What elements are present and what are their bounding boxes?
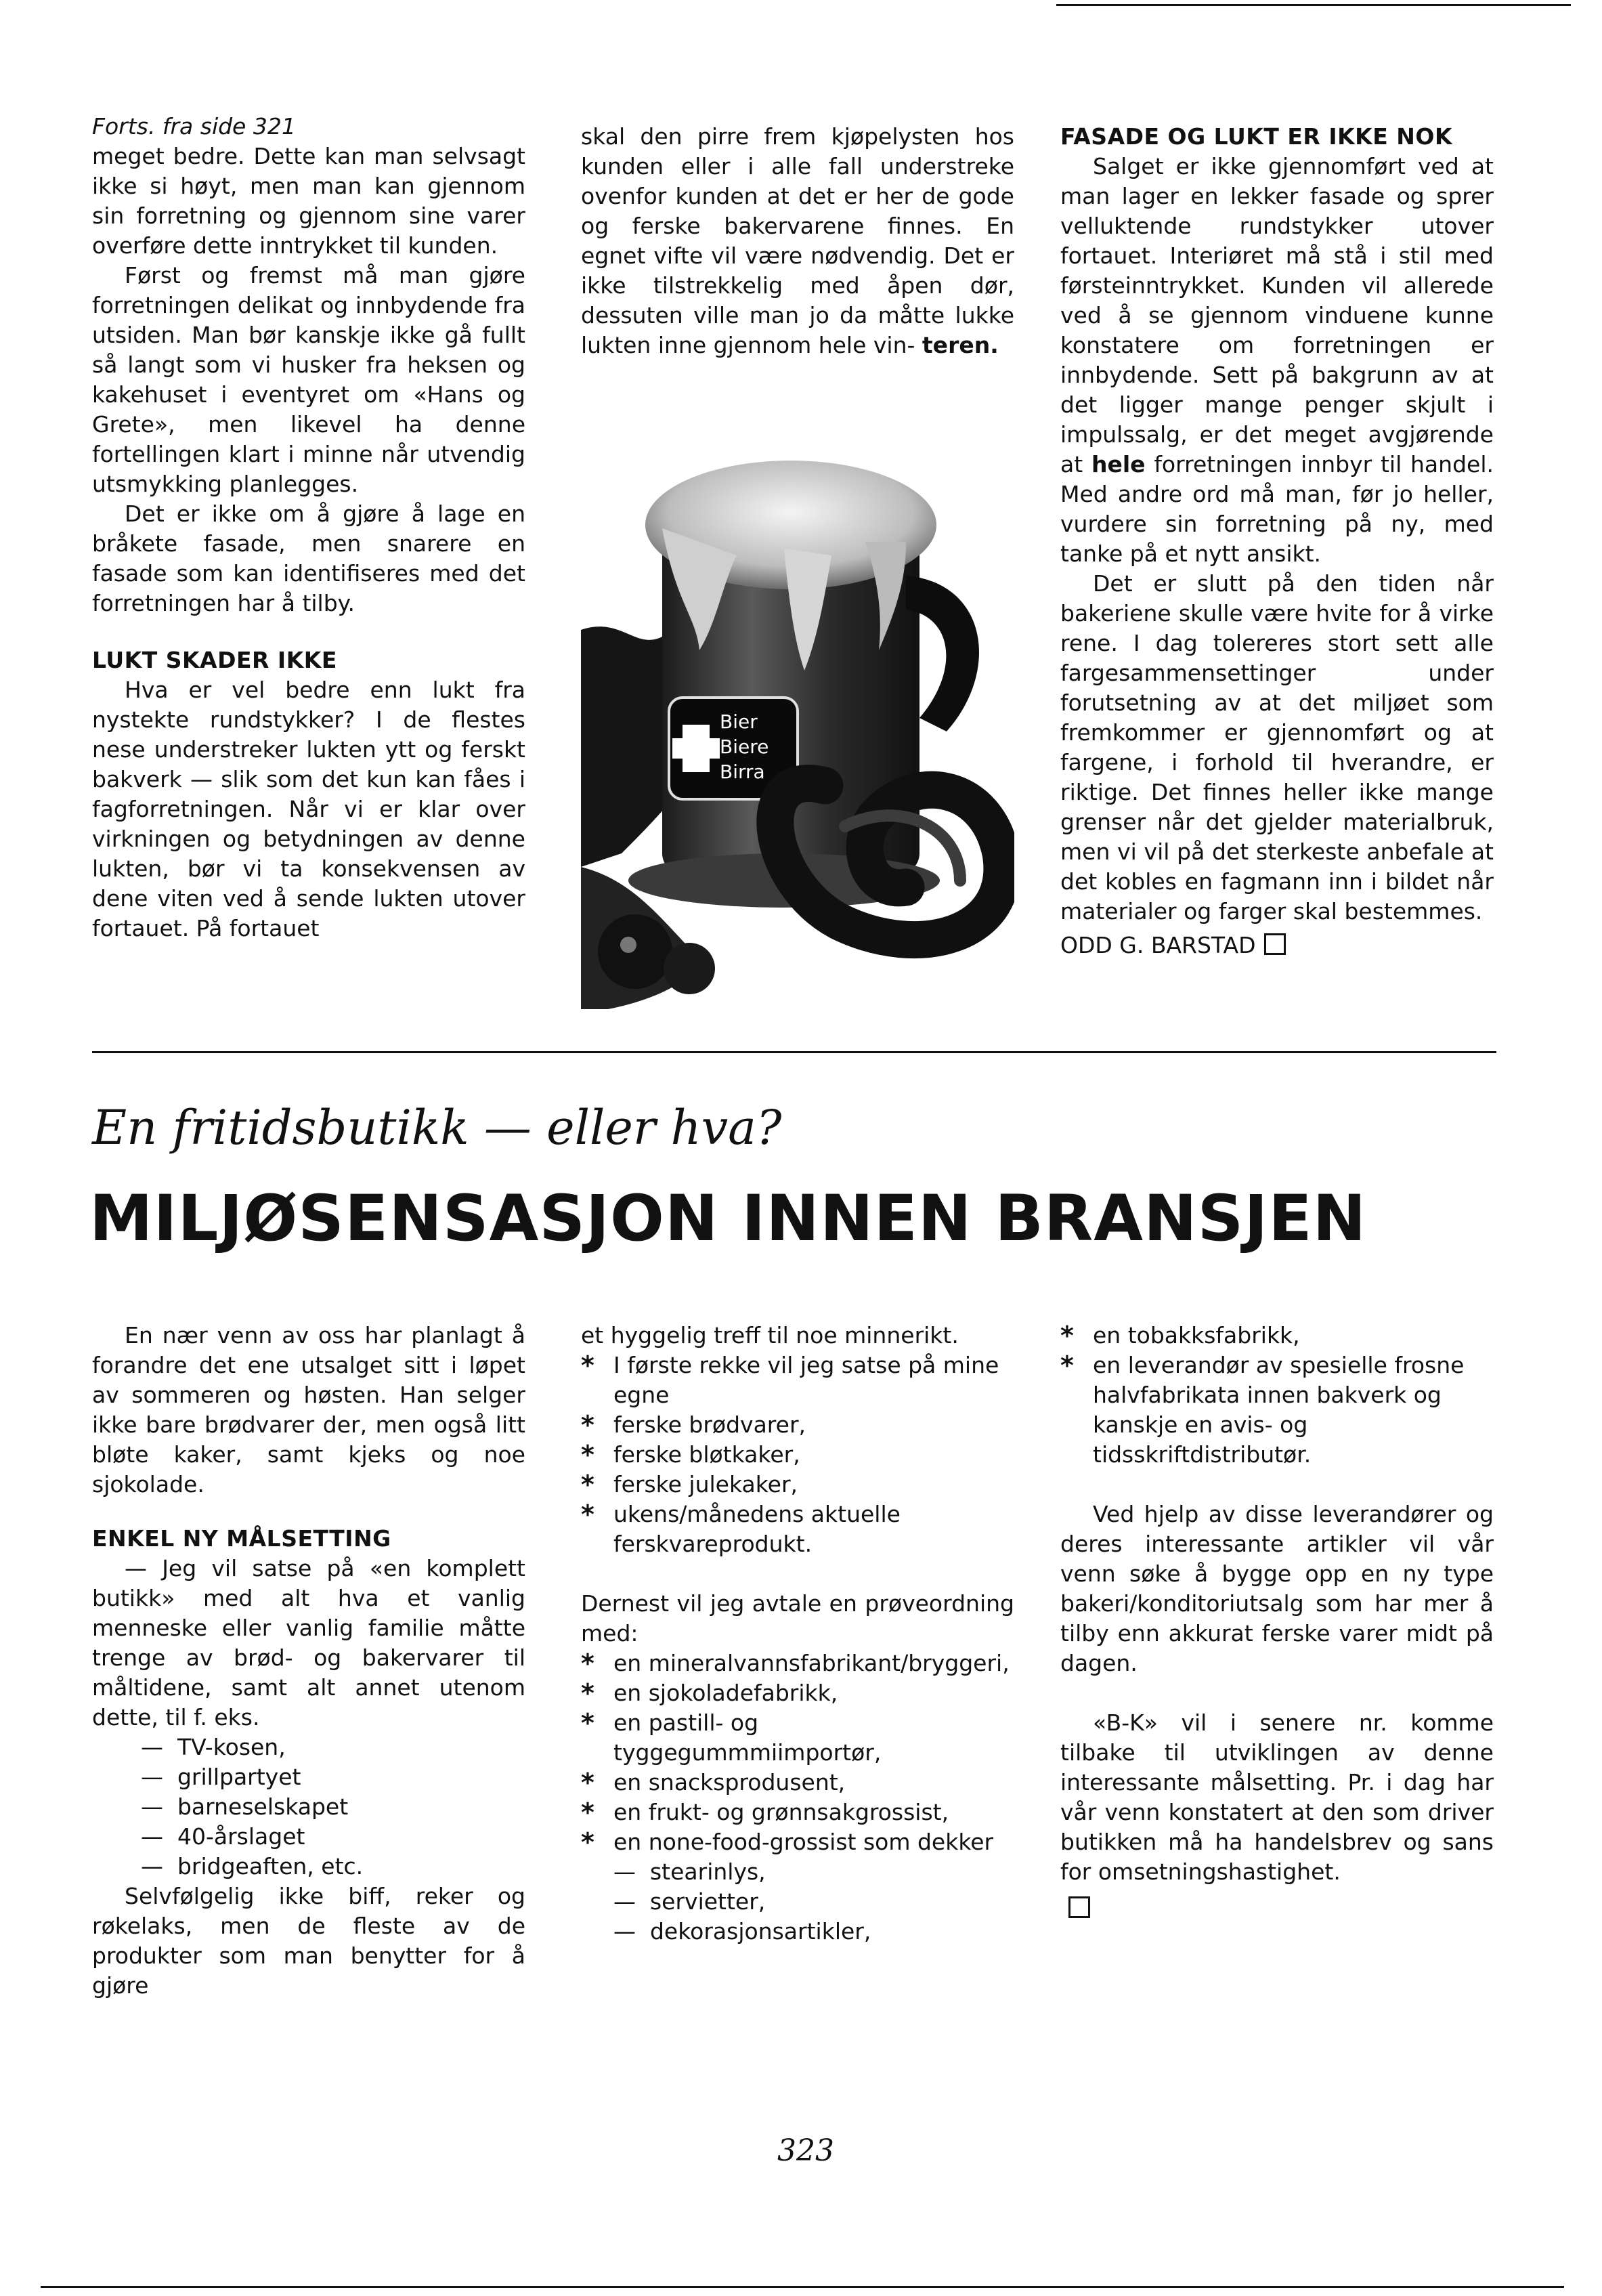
article-divider-rule — [92, 1051, 1496, 1053]
article1-col3-para2: Det er slutt på den tiden når bakeriene skulle være hvite for å virke rene. I dag tolereres stort sett alle fargesammensettinger under forutsetning av at det miljøet som fremkommer er gjennomført og at fargene, i forhold til hverandre, er riktige. Det finnes heller ikke mange grenser når det gjelder materialbruk, men vi vil på det sterkeste anbefale at det kobles en fagmann inn i bildet når materialer og farger skal bestemmes. — [1060, 570, 1494, 924]
article1-col3-para1: Salget er ikke gjennomført ved at man lager en lekker fasade og sprer velluktende rundstykker utover fortauet. Interiøret må stå i stil med førsteinntrykket. Kunden vil allerede ved å se gjennom vinduene kunne konstatere om forretningen er innbydende. Sett på bakgrunn av at det ligger mange penger skjult i impulssalg, er det meget avgjørende at hele forretningen innbyr til handel. Med andre ord må man, før jo heller, vurdere sin forretning på ny, med tanke på et nytt ansikt. — [1060, 153, 1494, 567]
article2-end-mark — [1060, 1894, 1494, 1923]
asterisk-icon: * — [581, 1410, 594, 1440]
bullet-list-item: * en tobakksfabrikk, — [1060, 1321, 1300, 1351]
bullet-list-item: * ukens/månedens aktuelle ferskvareprodukt. — [581, 1500, 1014, 1559]
article2-column-3 — [1060, 1321, 1494, 1923]
mug-label-line-1: Bier — [720, 710, 758, 733]
article1-column-3 — [1060, 122, 1494, 960]
article1-col1-para4: Hva er vel bedre enn lukt fra nystekte rundstykker? I de flestes nese understreker lukten ytt og ferskt bakverk — slik som det kun kan fåes i fagforretningen. Når vi er klar over virkningen og betydningen av denne lukten, bør vi ta konsekvensen av dene viten ved å sende lukten utover fortauet. På fortauet — [92, 677, 525, 941]
mug-label-line-2: Biere — [720, 736, 769, 758]
asterisk-icon: * — [581, 1351, 594, 1380]
dash-list-item: — bridgeaften, etc. — [141, 1853, 364, 1879]
author-signature: ODD G. BARSTAD — [1060, 931, 1494, 960]
section-heading-fasade: FASADE OG LUKT ER IKKE NOK — [1060, 123, 1453, 150]
dash-list-item: — grillpartyet — [141, 1764, 301, 1790]
asterisk-icon: * — [581, 1440, 594, 1470]
article1-column-2 — [581, 122, 1014, 360]
bottom-border-rule — [41, 2286, 1564, 2288]
article2-col1-para1: En nær venn av oss har planlagt å forandre det ene utsalget sitt i løpet av sommeren og høsten. Han selger ikke bare brødvarer der, men også litt bløte kaker, samt kjeks og noe sjokolade. — [92, 1322, 525, 1497]
article2-col1-para2: — Jeg vil satse på «en komplett butikk» med alt hva et vanlig menneske eller vanlig familie måtte trenge av brød- og bakervarer til måltidene, samt alt annet utenom dette, til f. eks. — [92, 1555, 525, 1730]
asterisk-icon: * — [1060, 1351, 1074, 1380]
continued-reference: Forts. fra side 321 — [92, 113, 296, 140]
dash-list-item: — barneselskapet — [141, 1793, 349, 1820]
dash-list-item: — 40-årslaget — [141, 1823, 305, 1850]
article1-col2-para1-end: teren. — [922, 332, 999, 358]
article2-title: MILJØSENSASJON INNEN BRANSJEN — [89, 1182, 1367, 1256]
bullet-list-item: * en leverandør av spesielle frosne halvfabrikata innen bakverk og kanskje en avis- og tidsskriftdistributør. — [1060, 1351, 1494, 1470]
mug-label-line-3: Birra — [720, 761, 765, 783]
dash-list-item: — servietter, — [613, 1888, 766, 1915]
asterisk-icon: * — [581, 1827, 594, 1857]
bullet-list-item: * ferske bløtkaker, — [581, 1440, 800, 1470]
asterisk-icon: * — [581, 1500, 594, 1529]
end-mark-box-icon — [1068, 1896, 1090, 1918]
asterisk-icon: * — [581, 1708, 594, 1738]
article1-col1-para3: Det er ikke om å gjøre å lage en bråkete fasade, men snarere en fasade som kan identifiseres med det forretningen har å tilby. — [92, 501, 525, 616]
asterisk-icon: * — [581, 1768, 594, 1798]
bullet-list-item: * en mineralvannsfabrikant/bryggeri, — [581, 1649, 1010, 1678]
bullet-list-item: * ferske brødvarer, — [581, 1410, 806, 1440]
dash-list-item: — stearinlys, — [613, 1858, 766, 1885]
article1-col1-para2: Først og fremst må man gjøre forretningen delikat og innbydende fra utsiden. Man bør kanskje ikke gå fullt så langt som vi husker fra heksen og kakehuset i eventyret om «Hans og Grete», men likevel ha denne fortellingen klart i minne når utvendig utsmykking planlegges. — [92, 262, 525, 497]
asterisk-icon: * — [581, 1798, 594, 1827]
article2-col3-para2: «B-K» vil i senere nr. komme tilbake til utviklingen av denne interessante målsetting. Pr. i dag har vår venn konstatert at den som driver butikken må ha handelsbrev og sans for omsetningshastighet. — [1060, 1709, 1494, 1885]
article2-column-2 — [581, 1321, 1014, 1947]
beer-mug-illustration — [581, 447, 1014, 1009]
beer-mug-pretzel-photo — [581, 447, 1014, 1009]
dash-list-item: — TV-kosen, — [141, 1734, 286, 1760]
end-mark-box-icon — [1264, 933, 1286, 955]
section-heading-enkel: ENKEL NY MÅLSETTING — [92, 1525, 391, 1552]
article1-col2-para1: skal den pirre frem kjøpelysten hos kunden eller i alle fall understreke ovenfor kunden at det er her de gode og ferske bakervarene finnes. En egnet vifte vil være nødvendig. Det er ikke tilstrekkelig med åpen dør, dessuten ville man jo da måtte lukke lukten inne gjennom hele vin- teren. — [581, 123, 1014, 358]
article2-col2-para2: Dernest vil jeg avtale en prøveordning med: — [581, 1590, 1014, 1646]
bullet-list-item: * I første rekke vil jeg satse på mine egne — [581, 1351, 1014, 1410]
top-border-rule — [1056, 4, 1571, 6]
article2-col3-para1: Ved hjelp av disse leverandører og deres interessante artikler vil vår venn søke å bygge opp en ny type bakeri/konditoriutsalg som har mer å tilby enn akkurat ferske varer midt på dagen. — [1060, 1501, 1494, 1676]
page-number: 323 — [777, 2133, 834, 2168]
article2-col1-para3: Selvfølgelig ikke biff, reker og røkelaks, men de fleste av de produkter som man benytter for å gjøre — [92, 1883, 525, 1999]
bullet-list-item: * en snacksprodusent, — [581, 1768, 846, 1798]
asterisk-icon: * — [581, 1678, 594, 1708]
emphasis-hele: hele — [1091, 451, 1146, 477]
article1-col1-para1: meget bedre. Dette kan man selvsagt ikke si høyt, men man kan gjennom sin forretning og gjennom sine varer overføre dette inntrykket til kunden. — [92, 143, 525, 259]
bullet-list-item: * en none-food-grossist som dekker — [581, 1827, 994, 1857]
article2-kicker: En fritidsbutikk — eller hva? — [92, 1100, 782, 1155]
section-heading-lukt: LUKT SKADER IKKE — [92, 647, 337, 673]
asterisk-icon: * — [581, 1470, 594, 1500]
bullet-list-item: * en pastill- og tyggegummmiimportør, — [581, 1708, 1014, 1768]
article1-column-1 — [92, 112, 525, 943]
article2-col2-line1: et hyggelig treff til noe minnerikt. — [581, 1322, 959, 1348]
article2-column-1 — [92, 1321, 525, 2001]
dash-list-item: — dekorasjonsartikler, — [613, 1918, 871, 1944]
asterisk-icon: * — [1060, 1321, 1074, 1351]
asterisk-icon: * — [581, 1649, 594, 1678]
bullet-list-item: * en frukt- og grønnsakgrossist, — [581, 1798, 949, 1827]
bullet-list-item: * ferske julekaker, — [581, 1470, 798, 1500]
bullet-list-item: * en sjokoladefabrikk, — [581, 1678, 838, 1708]
